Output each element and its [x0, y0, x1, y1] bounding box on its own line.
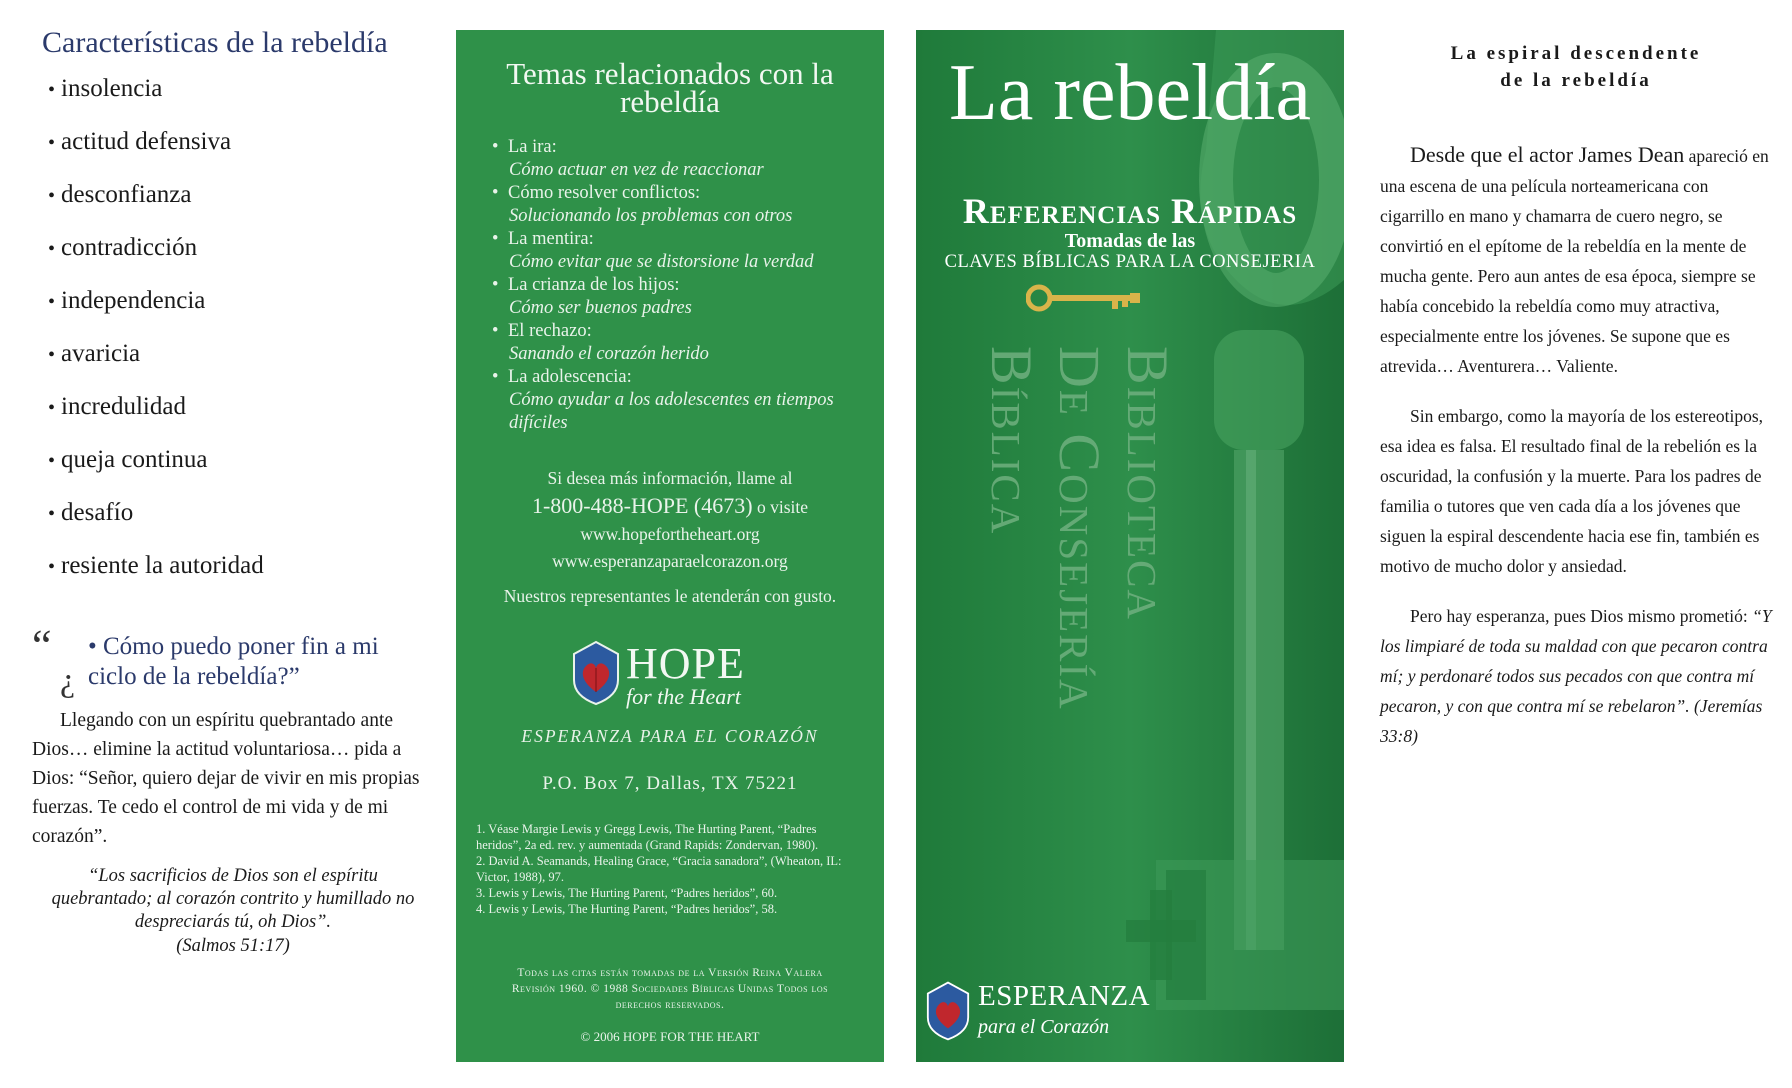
topic-label: La crianza de los hijos:: [508, 275, 680, 295]
tagline: ESPERANZA PARA EL CORAZÓN: [521, 726, 819, 746]
topic-subtitle: Cómo ayudar a los adolescentes en tiempos difíciles: [509, 390, 834, 433]
phone-number[interactable]: 1-800-488-HOPE (4673): [531, 493, 753, 518]
topic-subtitle: Cómo ser buenos padres: [509, 298, 692, 318]
vertical-title-3: Bíblica: [979, 346, 1044, 536]
heart-shield-icon: [572, 640, 620, 706]
cover-subtitle-2: Tomadas de las: [1064, 230, 1196, 252]
paragraph-lead: Desde que el actor James Dean: [1410, 142, 1685, 167]
list-item: • actitud defensiva: [48, 127, 420, 158]
postal-address: P.O. Box 7, Dallas, TX 75221: [542, 773, 798, 794]
topic-label: El rechazo:: [508, 321, 592, 341]
paragraph: [1380, 140, 1772, 381]
open-quote: “: [32, 621, 52, 670]
footnote: 2. David A. Seamands, Healing Grace, “Gracia sanadora”, (Wheaton, IL: Victor, 1988), 97.: [476, 854, 842, 884]
topic-label: La ira:: [508, 137, 557, 157]
topic-item: [508, 366, 884, 435]
contact-info: [456, 465, 884, 610]
footnotes: [476, 821, 862, 917]
hope-logo: [456, 636, 884, 716]
list-item: • queja continua: [48, 445, 420, 476]
paragraph-text: apareció en una escena de una película norteamericana con cigarrillo en mano y chamarra de cuero negro, se convirtió en el epítome de la rebeldía en la mente de mucha gente. Pero aun antes de esa época, siempre se había concebido la rebeldía como muy atractiva, especialmente entre los jóvenes. Se supone que es atrevida… Aventurera… Valiente.: [1380, 146, 1769, 376]
list-item: • independencia: [48, 286, 420, 317]
characteristics-heading: Características de la rebeldía: [42, 26, 388, 59]
topics-heading: Temas relacionados con la rebeldía: [506, 56, 834, 119]
brand-logo: [926, 980, 1151, 1047]
list-item: • insolencia: [48, 74, 420, 105]
spiral-heading: [1380, 40, 1772, 94]
characteristics-list: [30, 74, 420, 582]
spiral-heading-line1: La espiral descendente: [1450, 43, 1702, 64]
paragraph: [1380, 601, 1772, 751]
paragraph-text: Pero hay esperanza, pues Dios mismo prometió:: [1410, 606, 1748, 626]
list-item: • incredulidad: [48, 392, 420, 423]
vertical-title-2: De Consejería: [1047, 346, 1112, 711]
copyright: © 2006 HOPE FOR THE HEART: [580, 1029, 760, 1044]
logo-hope-text: HOPE: [626, 639, 745, 688]
inverted-question-mark: ¿: [60, 662, 76, 699]
scripture-reference: (Jeremías 33:8): [1380, 696, 1763, 746]
topic-item: [508, 136, 884, 182]
vertical-title-1: Biblioteca: [1115, 346, 1180, 622]
heart-shield-icon: [926, 980, 970, 1042]
brand-name: ESPERANZA: [978, 980, 1151, 1012]
spiral-heading-line2: de la rebeldía: [1500, 70, 1652, 91]
footnote: 3. Lewis y Lewis, The Hurting Parent, “Padres heridos”, 60.: [476, 886, 778, 900]
question-heading: • Cómo puedo poner fin a mi ciclo de la rebeldía?”: [88, 633, 379, 690]
topic-label: La mentira:: [508, 229, 594, 249]
topic-subtitle: Solucionando los problemas con otros: [509, 206, 793, 226]
scripture-quote: “Y los limpiaré de toda su maldad con que pecaron contra mí; y perdonaré todos sus pecados con que contra mí pecaron, y con que contra mí se rebelaron”.: [1380, 606, 1772, 716]
topic-item: [508, 182, 884, 228]
question-body: Llegando con un espíritu quebrantado ante Dios… elimine la actitud voluntariosa… pida a Dios: “Señor, quiero dejar de vivir en mis propias fuerzas. Te cedo el control de mi vida y de mi corazón”.: [32, 710, 420, 847]
cover-subtitle-3: CLAVES BÍBLICAS PARA LA CONSEJERIA: [944, 252, 1316, 272]
verse-reference: (Salmos 51:17): [176, 936, 290, 956]
logo-subtitle: for the Heart: [626, 684, 741, 709]
topic-label: La adolescencia:: [508, 367, 632, 387]
visit-label: o visite: [756, 497, 808, 517]
topic-label: Cómo resolver conflictos:: [508, 183, 701, 203]
list-item: • desafío: [48, 498, 420, 529]
contact-intro: Si desea más información, llame al: [547, 468, 793, 488]
reps-note: Nuestros representantes le atenderán con gusto.: [503, 586, 837, 606]
website-link[interactable]: www.hopefortheheart.org: [580, 524, 760, 544]
verse-text: “Los sacrificios de Dios son el espíritu quebrantado; al corazón contrito y humillado no despreciarás tú, oh Dios”.: [51, 866, 415, 932]
panel-downward-spiral: [1380, 20, 1772, 1070]
list-item: • desconfianza: [48, 180, 420, 211]
list-item: • contradicción: [48, 233, 420, 264]
topic-item: [508, 228, 884, 274]
brand-subtitle: para el Corazón: [978, 1016, 1110, 1038]
footnote: 4. Lewis y Lewis, The Hurting Parent, “Padres heridos”, 58.: [476, 902, 778, 916]
list-item: • resiente la autoridad: [48, 551, 420, 582]
rights-notice: Todas las citas están tomadas de la Versión Reina Valera Revisión 1960. © 1988 Sociedades Bíblicas Unidas Todos los derechos reservados.: [511, 967, 829, 1011]
psalm-verse: [30, 865, 420, 958]
topic-subtitle: Cómo actuar en vez de reaccionar: [509, 160, 764, 180]
topics-list: [508, 136, 884, 435]
topic-subtitle: Sanando el corazón herido: [509, 344, 709, 364]
website-link[interactable]: www.esperanzaparaelcorazon.org: [552, 551, 788, 571]
cover-title: La rebeldía: [949, 49, 1311, 137]
panel-related-topics: [456, 30, 884, 1062]
paragraph-text: Sin embargo, como la mayoría de los estereotipos, esa idea es falsa. El resultado final de la rebelión es la oscuridad, la confusión y la muerte. Para los padres de familia o tutores que ven cada día a los jóvenes que siguen la espiral descendente hacia ese fin, también es motivo de mucho dolor y ansiedad.: [1380, 406, 1763, 576]
question-block: [30, 621, 420, 958]
topic-subtitle: Cómo evitar que se distorsione la verdad: [509, 252, 814, 272]
list-item: • avaricia: [48, 339, 420, 370]
gold-key-icon: [1026, 283, 1146, 313]
panel-cover: [916, 30, 1344, 1062]
cover-subtitle: Referencias Rápidas: [962, 191, 1298, 231]
paragraph: [1380, 401, 1772, 581]
question-body-wrap: [30, 706, 420, 851]
topic-item: [508, 320, 884, 366]
footnote: 1. Véase Margie Lewis y Gregg Lewis, The Hurting Parent, “Padres heridos”, 2a ed. rev. y aumentada (Grand Rapids: Zondervan, 1980).: [476, 822, 819, 852]
panel-characteristics: [30, 20, 420, 1070]
topic-item: [508, 274, 884, 320]
